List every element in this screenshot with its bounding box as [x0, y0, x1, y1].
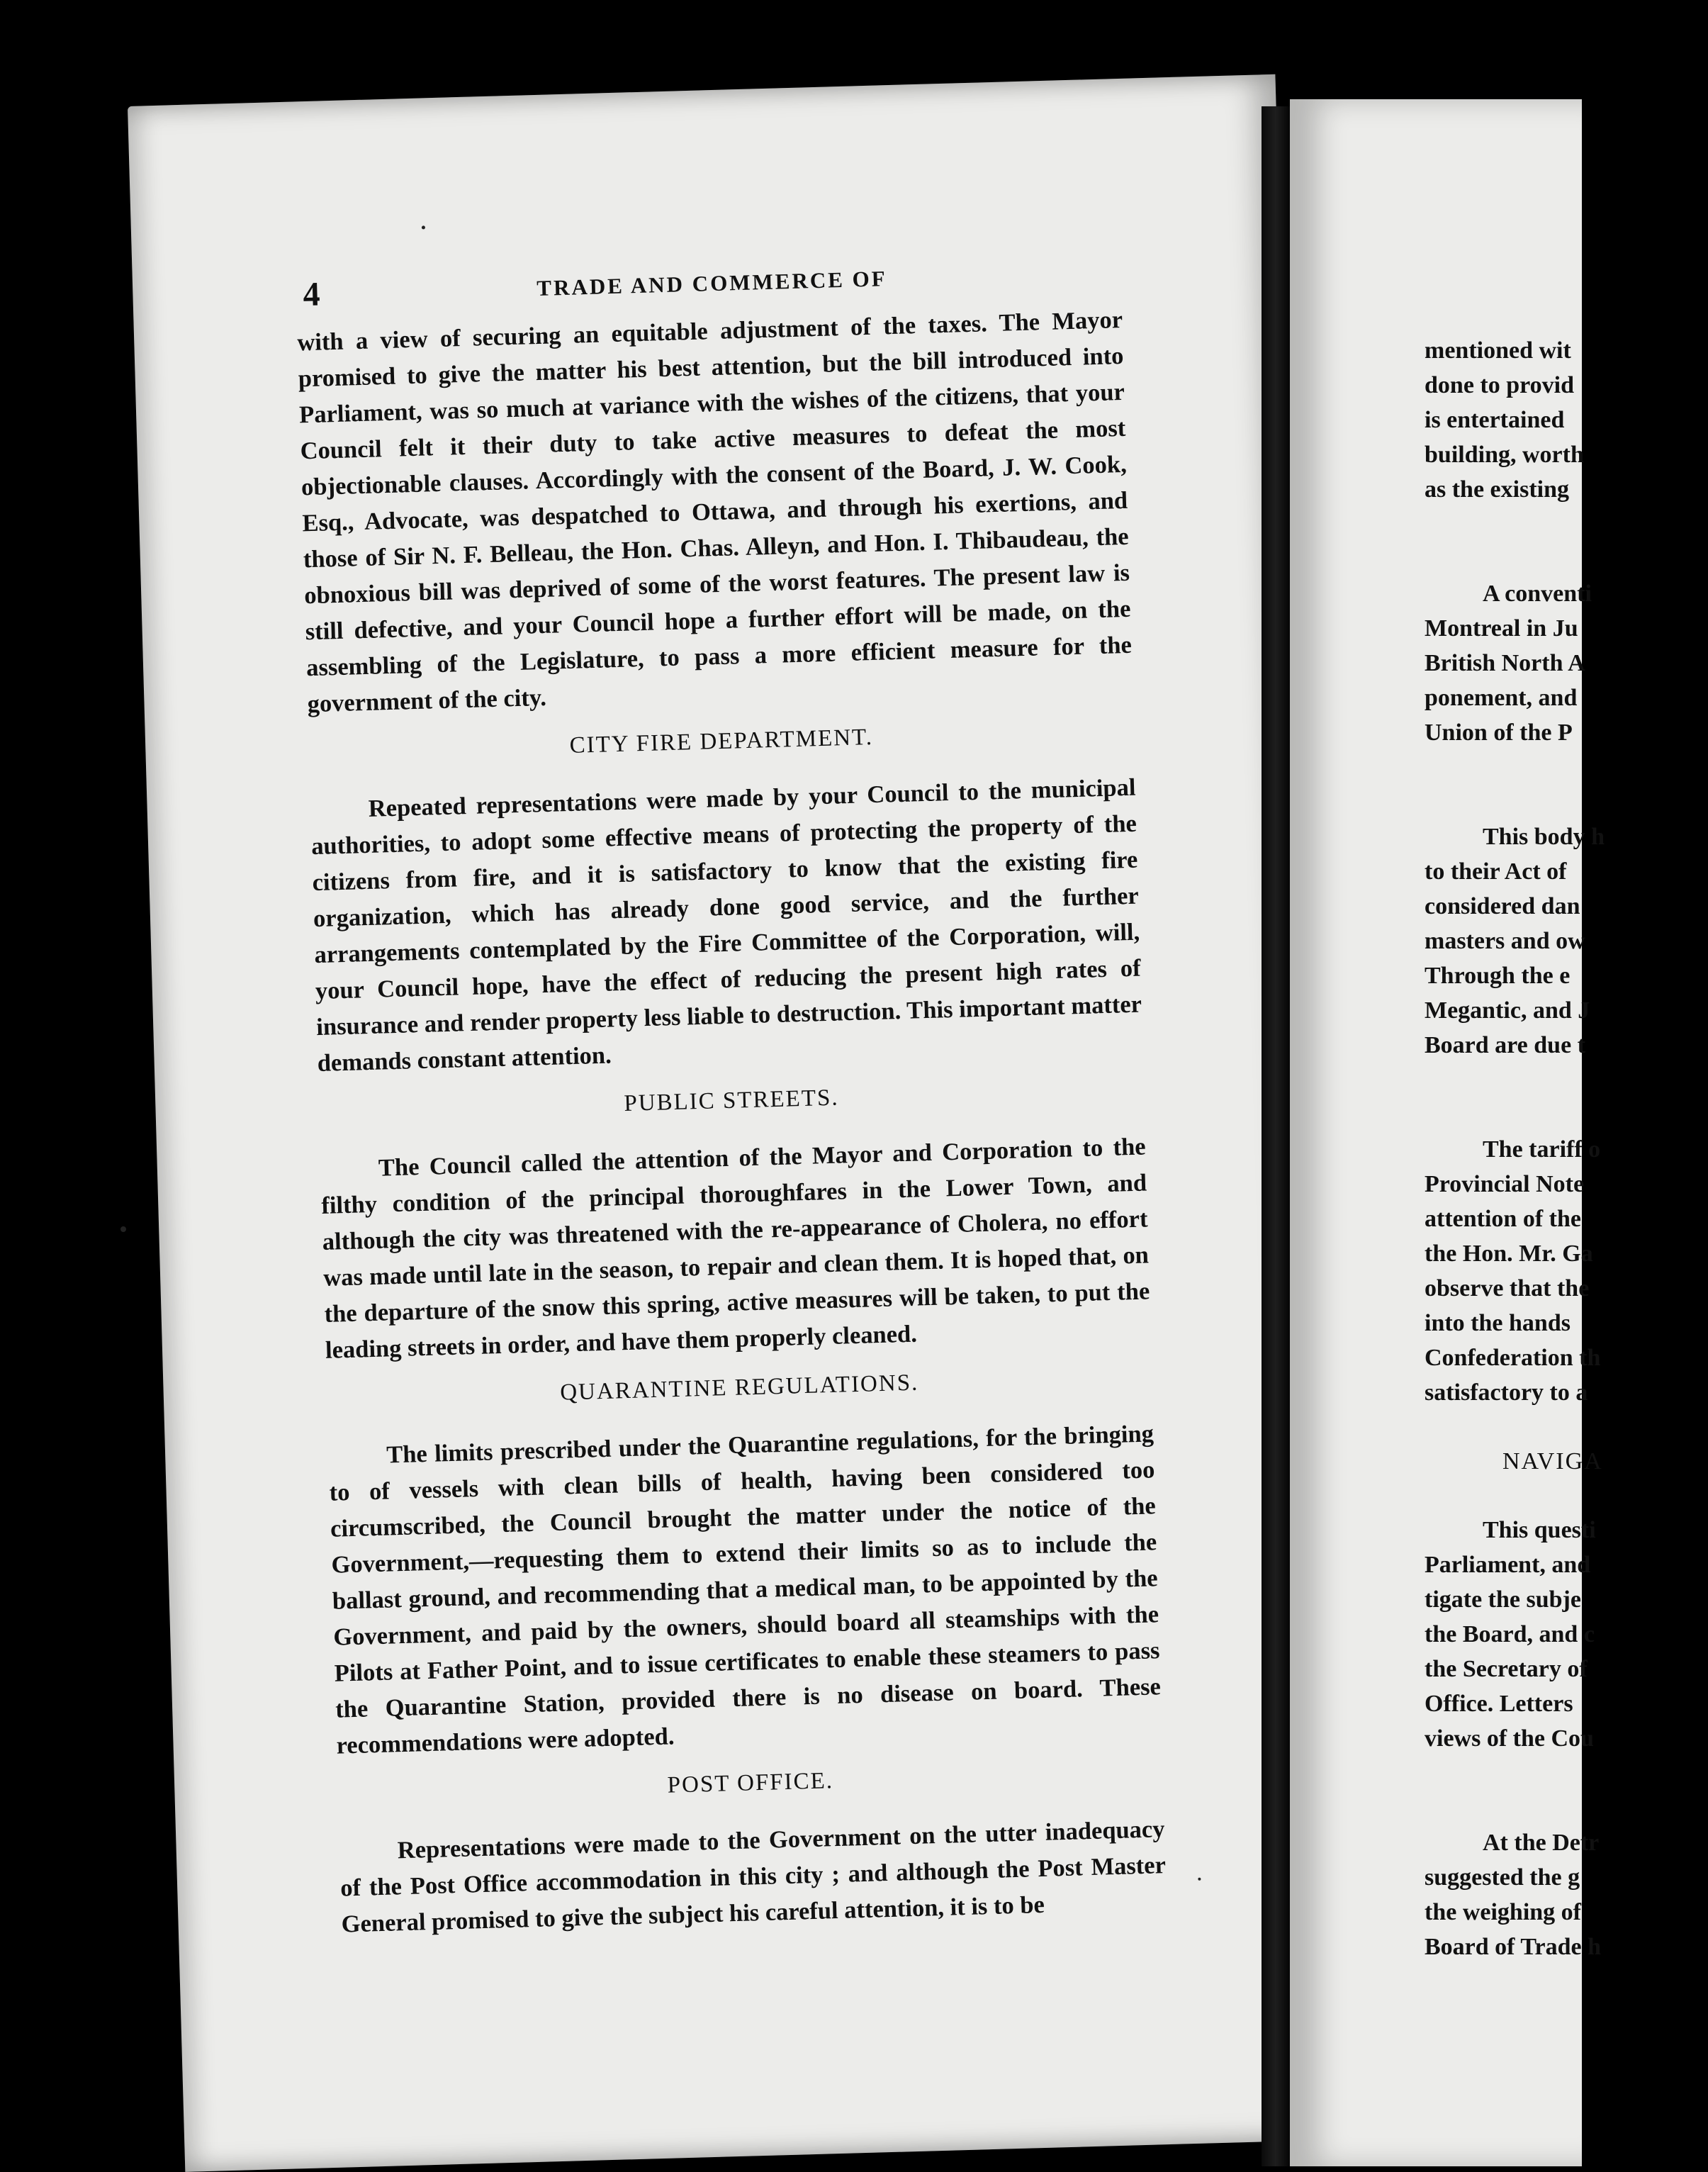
right-page-line: done to provid	[1425, 372, 1574, 398]
right-page-line: At the Detr	[1483, 1830, 1600, 1856]
right-page-line: Montreal in Ju	[1425, 615, 1578, 642]
section-heading-streets: PUBLIC STREETS.	[623, 1085, 840, 1116]
right-section-heading: NAVIGA	[1502, 1448, 1603, 1474]
right-page-line: satisfactory to a	[1425, 1379, 1588, 1406]
page-header	[302, 250, 1223, 314]
page-number: 4	[302, 275, 321, 314]
section-text-post-office: Representations were made to the Government on the utter inadequacy of the Post Office accommodation in this city ; and although the Post Master General promised to give the subject his careful attention, it is to be	[339, 1815, 1167, 1938]
right-page-line: Union of the P	[1425, 720, 1573, 746]
spacer	[1425, 1410, 1708, 1444]
right-page-line: Confederation th	[1425, 1345, 1601, 1371]
intro-paragraph: with a view of securing an equitable adjustment of the taxes. The Mayor promised to give the matter his best attention, but the bill introduced into Parliament, was so much at variance with the wishes of the citizens, that your Council felt it their duty to take active measures to defeat the most objectionable clauses. Accordingly with the consent of the Board, J. W. Cook, Esq., Advocate, was despatched to Ottawa, and through his exertions, and those of Sir N. F. Belleau, the Hon. Chas. Alleyn, and Hon. I. Thibaudeau, the obnoxious bill was deprived of some of the worst features. The present law is still defective, and your Council hope a further effort will be made, on the assembling of the Legislature, to pass a more efficient measure for the government of the city.	[296, 306, 1133, 718]
right-page-line: Provincial Note	[1425, 1171, 1585, 1197]
section-text-fire: Repeated representations were made by your Council to the municipal authorities, to adopt some effective means of protecting the property of the citizens from fire, and it is satisfactory to know that the existing fire organization, which has already done good service, and the further arrangements contemplated by the Fire Committee of the Corporation, will, your Council hope, have the effect of reducing the present high rates of insurance and render property less liable to destruction. This important matter demands constant attention.	[310, 773, 1142, 1077]
right-page-line: mentioned wit	[1425, 337, 1571, 364]
right-page-line: suggested the g	[1425, 1864, 1580, 1891]
right-page-line: ponement, and	[1425, 685, 1578, 711]
right-page-line: to their Act of	[1425, 858, 1567, 885]
body-text	[297, 302, 1167, 1943]
right-page-line: views of the Cou	[1425, 1725, 1594, 1752]
right-page-line: considered dan	[1425, 893, 1580, 919]
right-page-line: Board are due t	[1425, 1032, 1585, 1058]
right-page-line: The tariff o	[1483, 1136, 1601, 1163]
right-page-line: the weighing of	[1425, 1899, 1581, 1925]
right-page-line: building, worth	[1425, 442, 1584, 468]
right-page-line: masters and ow	[1425, 928, 1585, 954]
right-page-line: Office. Letters	[1425, 1691, 1573, 1717]
right-page-line: the Board, and c	[1425, 1621, 1595, 1647]
right-page-line: Through the e	[1425, 963, 1571, 989]
right-page-line: This questi	[1483, 1517, 1596, 1543]
right-page-line: the Secretary of	[1425, 1656, 1588, 1682]
section-heading-post-office: POST OFFICE.	[667, 1768, 834, 1798]
binding-gutter	[1262, 106, 1290, 2166]
spacer	[1425, 1756, 1708, 1825]
spacer	[1425, 507, 1708, 576]
right-page	[1290, 99, 1605, 2166]
right-page-line: Megantic, and J	[1425, 997, 1590, 1024]
speck	[422, 225, 425, 229]
right-page-line: Parliament, and	[1425, 1552, 1591, 1578]
right-page-line: A conventi	[1483, 581, 1592, 607]
spacer	[1425, 1063, 1708, 1132]
right-page-line: is entertained	[1425, 407, 1565, 433]
section-heading-quarantine: QUARANTINE REGULATIONS.	[559, 1370, 919, 1406]
right-page-text	[1425, 333, 1708, 1964]
section-text-streets: The Council called the attention of the Mayor and Corporation to the filthy condition of the principal thoroughfares in the Lower Town, and although the city was threatened with the re-appearance of Cholera, no effort was made until late in the season, to repair and clean them. It is hoped that, on the departure of the snow this spring, active measures will be taken, to put the leading streets in order, and have them properly cleaned.	[320, 1133, 1150, 1364]
right-page-line: as the existing	[1425, 476, 1569, 503]
left-page	[128, 74, 1333, 2172]
spacer	[1425, 1479, 1708, 1513]
right-page-line: British North A	[1425, 650, 1585, 676]
section-heading-fire: CITY FIRE DEPARTMENT.	[569, 724, 874, 758]
spacer	[1425, 750, 1708, 819]
right-page-line: into the hands	[1425, 1310, 1571, 1336]
section-text-quarantine: The limits prescribed under the Quarantine regulations, for the bringing to of vessels with clean bills of health, having been considered too circumscribed, the Council brought the matter under the notice of the Government,—requesting them to extend their limits so as to include the ballast ground, and recommending that a medical man, to be appointed by the Government, and paid by the owners, should board all steamships with the Pilots at Father Point, and to issue certificates to enable these steamers to pass the Quarantine Station, provided there is no disease on board. These recommendations were adopted.	[329, 1420, 1162, 1759]
right-page-line: Board of Trade h	[1425, 1934, 1602, 1960]
speck	[1198, 1878, 1201, 1881]
right-page-line: This body h	[1483, 824, 1605, 850]
right-page-line: tigate the subje	[1425, 1586, 1581, 1613]
running-head: TRADE AND COMMERCE OF	[536, 266, 888, 301]
speck	[120, 1226, 126, 1232]
right-page-line: the Hon. Mr. Ga	[1425, 1241, 1593, 1267]
right-page-line: observe that the	[1425, 1275, 1590, 1301]
right-page-line: attention of the	[1425, 1206, 1581, 1232]
